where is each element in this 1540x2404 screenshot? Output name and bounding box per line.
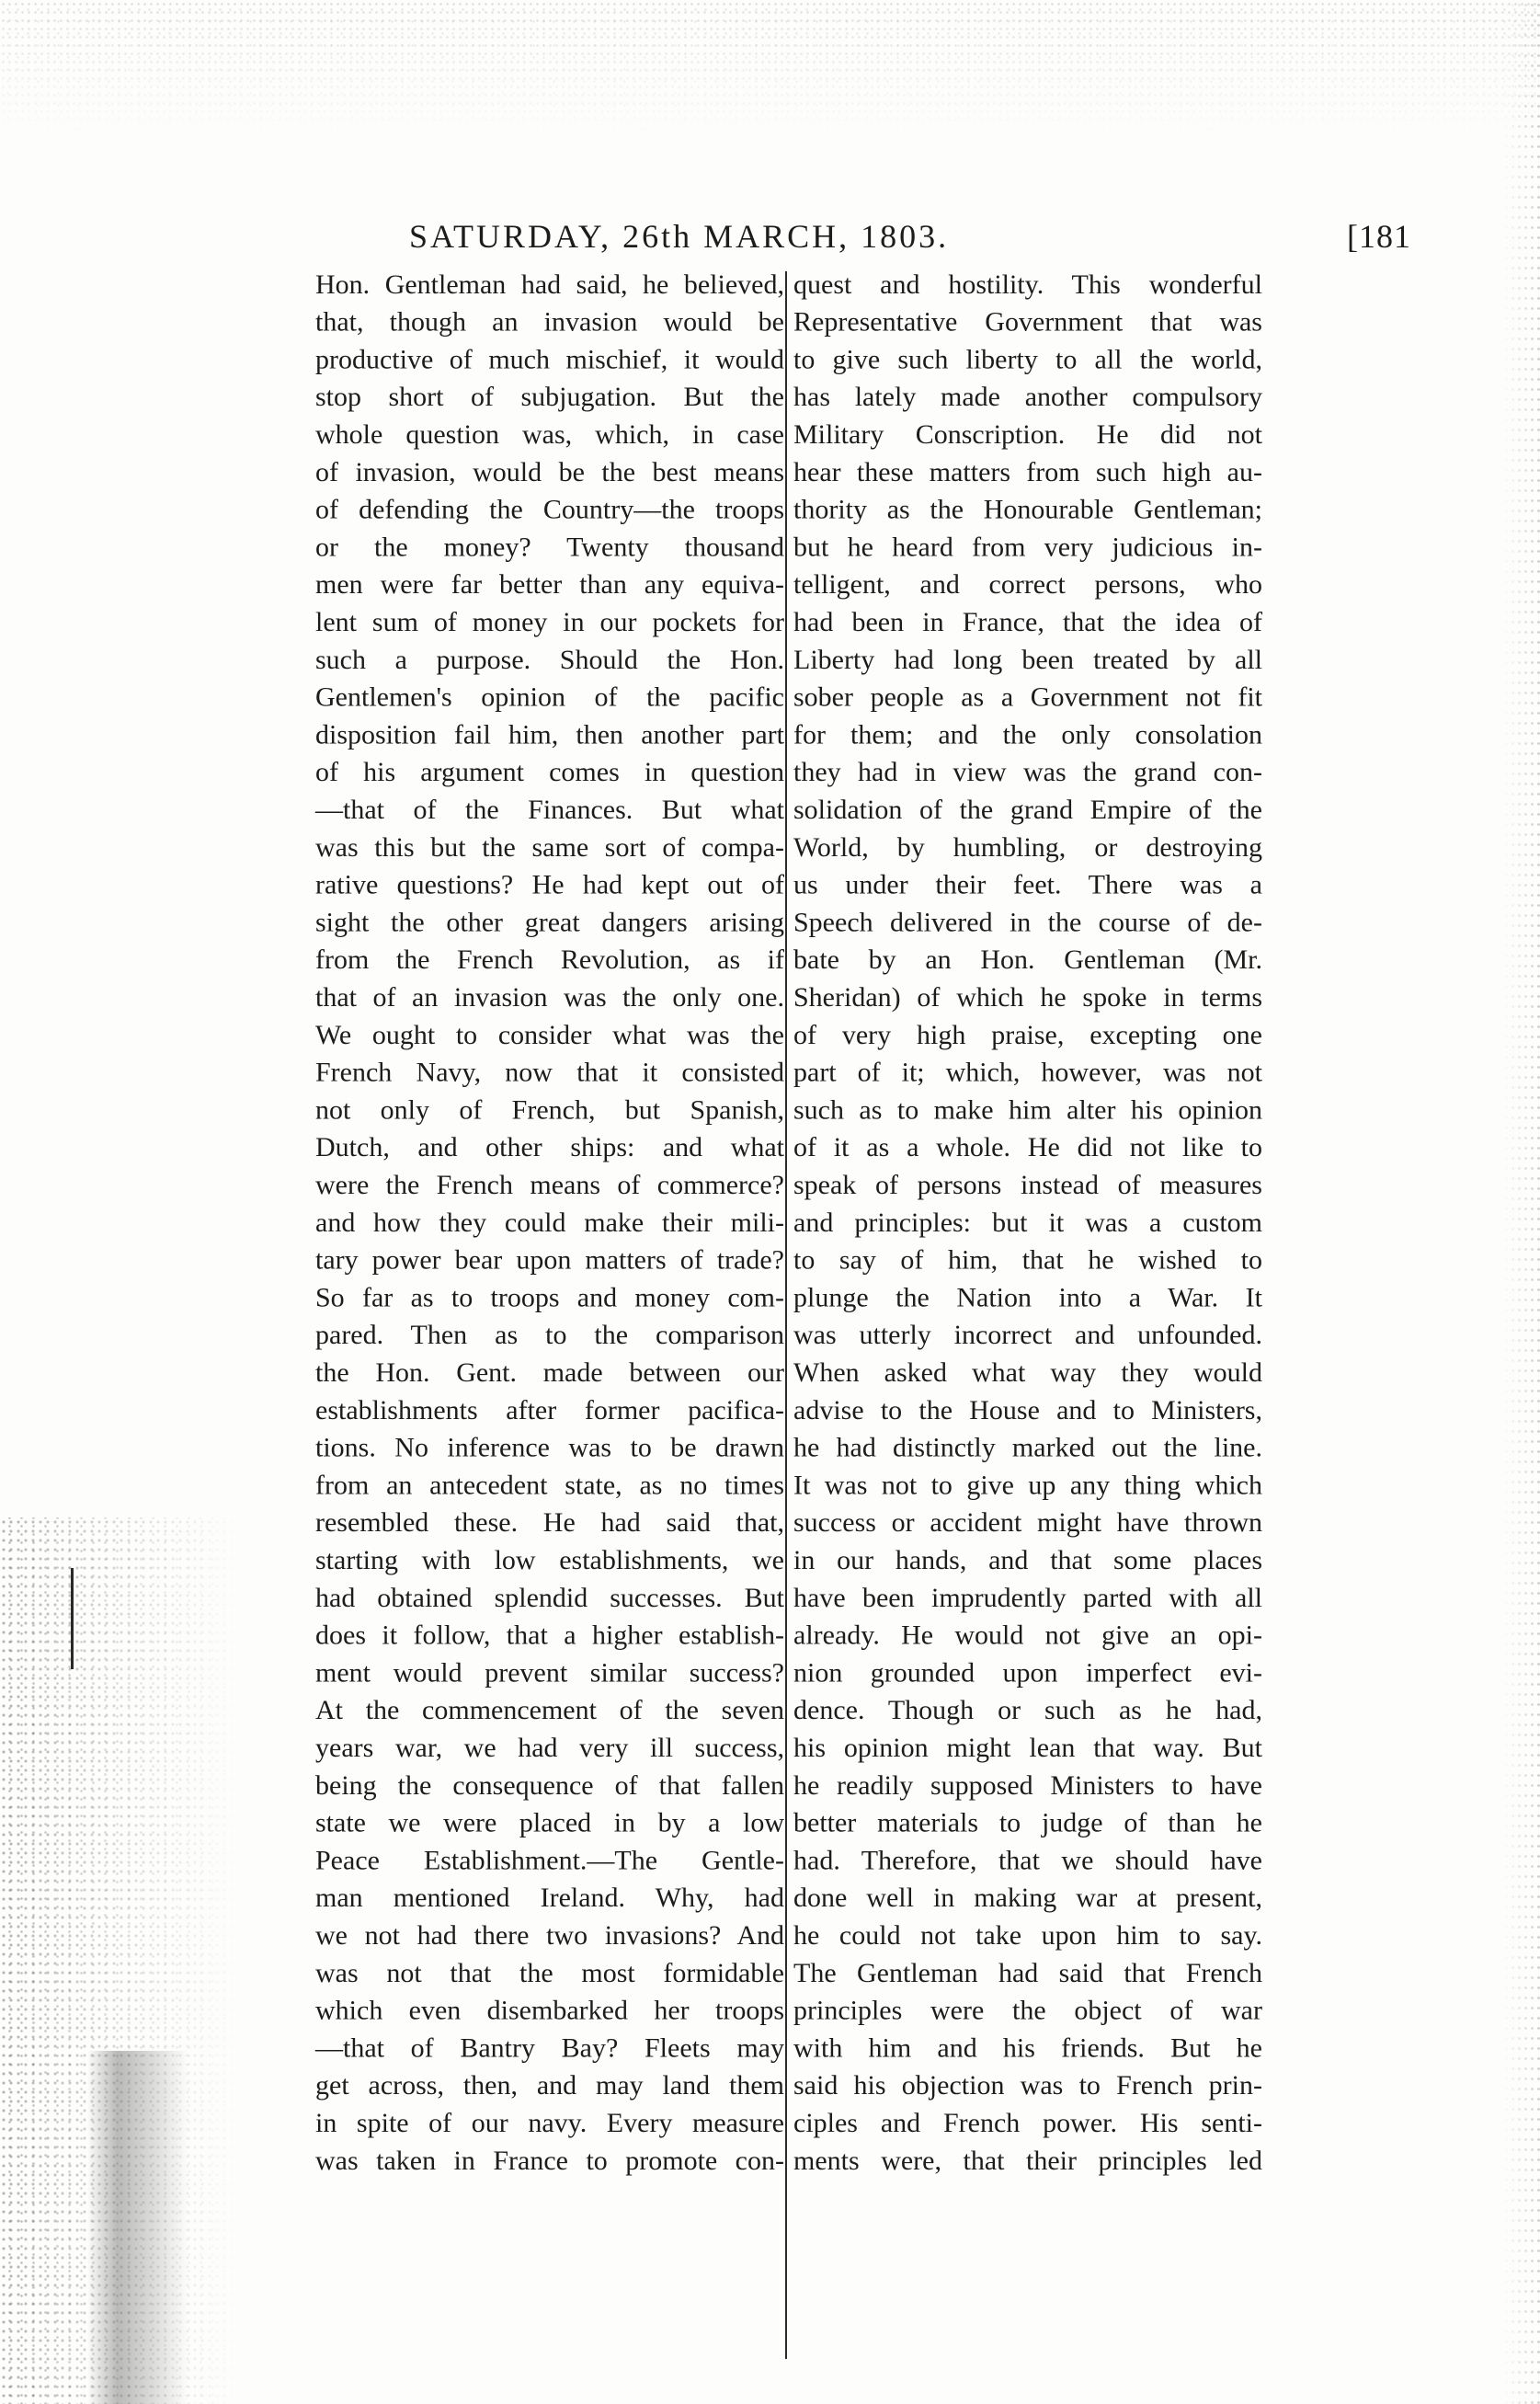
right-column-text: quest and hostility. This wonderful Representative Government that was to give such liberty to all the world, has lately made another compulsory Military Conscription. He did not hear these matters from such high au- thority as the Honourable Gentleman; but he heard from very judicious in- telligent, and correct persons, who had been in France, that the idea of Liberty had long been treated by all sober people as a Government not fit for them; and the only consolation they had in view was the grand con- solidation of the grand Empire of the World, by humbling, or destroying us under their feet. There was a Speech delivered in the course of de- bate by an Hon. Gentleman (Mr. Sheridan) of which he spoke in terms of very high praise, excepting one part of it; which, however, was not such as to make him alter his opinion of it as a whole. He did not like to speak of persons instead of measures and principles: but it was a custom to say of him, that he wished to plunge the Nation into a War. It was utterly incorrect and unfounded. When asked what way they would advise to the House and to Ministers, he had distinctly marked out the line. It was not to give up any thing which success or accident might have thrown in our hands, and that some places have been imprudently parted with all already. He would not give an opi- nion grounded upon imperfect evi- dence. Though or such as he had, his opinion might lean that way. But he readily supposed Ministers to have better materials to judge of than he had. Therefore, that we should have done well in making war at present, he could not take upon him to say. The Gentleman had said that French principles were the object of war with him and his friends. But he said his objection was to French prin- ciples and French power. His senti- ments were, that their principles led <box>793 269 1262 2176</box>
margin-mark <box>71 1568 74 1669</box>
left-column <box>315 267 784 2404</box>
column-divider <box>785 271 787 2359</box>
page-speckle-top <box>0 0 1540 138</box>
page-date-heading: SATURDAY, 26th MARCH, 1803. <box>409 218 950 255</box>
page-edge-left-shadow <box>87 2051 188 2404</box>
page-number: [181 <box>1347 218 1411 255</box>
right-column <box>793 267 1262 2404</box>
page-header <box>409 217 1411 272</box>
left-column-text: Hon. Gentleman had said, he believed, that, though an invasion would be productive of much mischief, it would stop short of subjugation. But the whole question was, which, in case of invasion, would be the best means of defending the Country—the troops or the money? Twenty thousand men were far better than any equiva- lent sum of money in our pockets for such a purpose. Should the Hon. Gentlemen's opinion of the pacific disposition fail him, then another part of his argument comes in question —that of the Finances. But what was this but the same sort of compa- rative questions? He had kept out of sight the other great dangers arising from the French Revolution, as if that of an invasion was the only one. We ought to consider what was the French Navy, now that it consisted not only of French, but Spanish, Dutch, and other ships: and what were the French means of commerce? and how they could make their mili- tary power bear upon matters of trade? So far as to troops and money com- pared. Then as to the comparison the Hon. Gent. made between our establishments after former pacifica- tions. No inference was to be drawn from an antecedent state, as no times resembled these. He had said that, starting with low establishments, we had obtained splendid successes. But does it follow, that a higher establish- ment would prevent similar success? At the commencement of the seven years war, we had very ill success, being the consequence of that fallen state we were placed in by a low Peace Establishment.—The Gentle- man mentioned Ireland. Why, had we not had there two invasions? And was not that the most formidable which even disembarked her troops —that of Bantry Bay? Fleets may get across, then, and may land them in spite of our navy. Every measure was taken in France to promote con- <box>315 269 784 2176</box>
page-edge-right <box>1503 0 1540 2404</box>
